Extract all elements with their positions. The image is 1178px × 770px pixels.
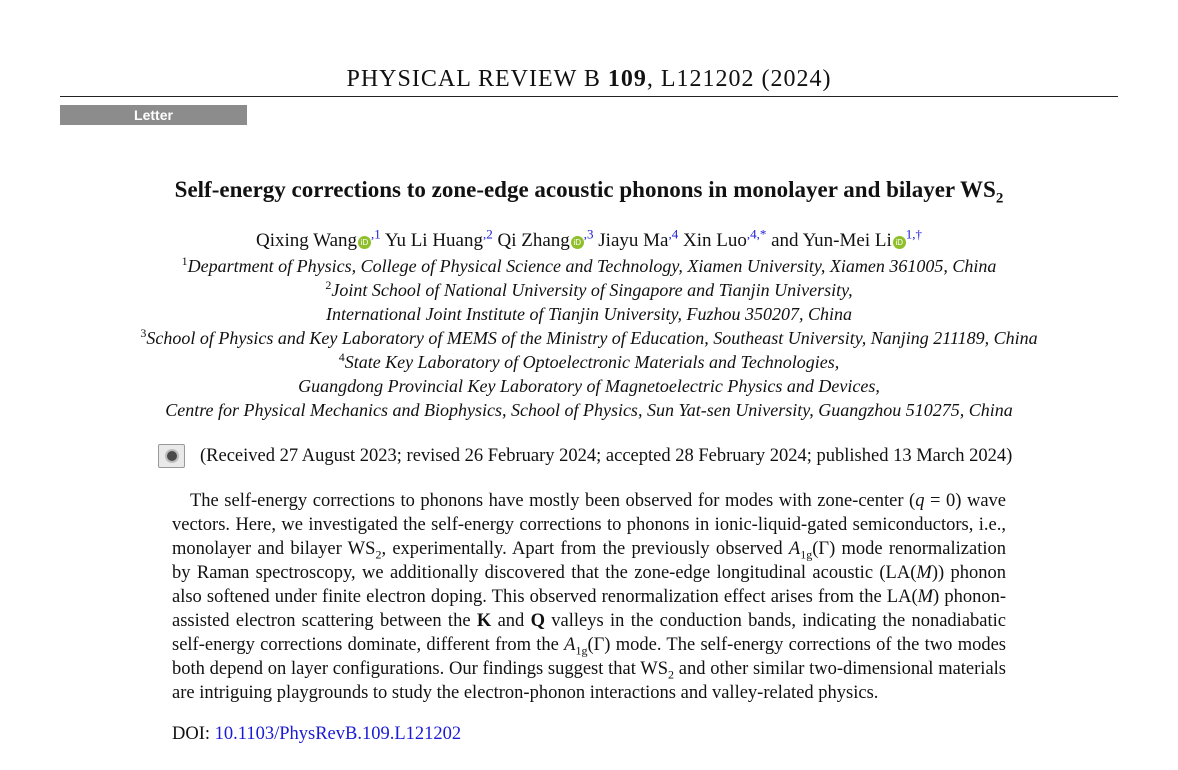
affiliation-item: [60, 278, 1118, 302]
abstract-paragraph: The self-energy corrections to phonons have mostly been observed for modes with zone-center (q = 0) wave vectors. Here, we investigated the self-energy corrections to phonons in ionic-liquid-gated semiconductors, i.e., monolayer and bilayer $WS_2$, experimentally. Apart from the previously observed $A_{1g}(\Gamma)$ mode renormalization by Raman spectroscopy, we additionally discovered that the zone-edge longitudinal acoustic (LA(M)) phonon also softened under finite electron doping. This observed renormalization effect arises from the LA(M) phonon-assisted electron scattering between the K and Q valleys in the conduction bands, indicating the nonadiabatic self-energy corrections dominate, different from the $A_{1g}(\Gamma)$ mode. The self-energy corrections of the two modes both depend on layer configurations. Our findings suggest that $WS_2$ and other similar two-dimensional materials are intriguing playgrounds to study the electron-phonon interactions and valley-related physics.: [172, 491, 1007, 703]
doi-line: [172, 722, 461, 746]
abstract: [172, 489, 1006, 705]
journal-header: PHYSICAL REVIEW B 109, L121202 (2024): [346, 66, 832, 92]
author-name[interactable]: Jiayu Ma: [598, 230, 669, 251]
author-name[interactable]: Yu Li Huang: [384, 230, 483, 251]
author-name[interactable]: Xin Luo: [682, 230, 747, 251]
affiliation-item: [60, 254, 1118, 278]
title-subscript: 2: [995, 190, 1004, 207]
journal-citation: L121202 (2024): [660, 66, 832, 92]
journal-volume: 109: [607, 66, 647, 92]
orcid-icon[interactable]: iD: [893, 236, 906, 249]
affiliation-line: Centre for Physical Mechanics and Biophysics, School of Physics, Sun Yat-sen University, Guangzhou 510275, China: [165, 400, 1013, 420]
author-list: Qixing Wang $iD^{,1}$ Yu Li Huang$^{,2}$ Qi Zhang $iD^{,3}$ Jiayu $Ma^{,4}$ Xin Luo$^{,4,*}$ and Yun-Mei Li $iD^{1,\dagger}$: [256, 226, 922, 251]
affiliation-line: Guangdong Provincial Key Laboratory of Magnetoelectric Physics and Devices,: [298, 376, 880, 396]
author-affiliation-ref[interactable]: 1: [374, 226, 381, 242]
orcid-icon[interactable]: iD: [571, 236, 584, 249]
publication-history: [158, 443, 1058, 471]
header-rule: [60, 96, 1118, 97]
affiliation-line: Department of Physics, College of Physical Science and Technology, Xiamen University, Xiamen 361005, China: [187, 256, 997, 276]
journal-name: PHYSICAL REVIEW B: [346, 66, 601, 92]
author-affiliation-ref[interactable]: 4: [671, 226, 679, 242]
article-type-badge: Letter: [60, 105, 247, 125]
history-icon[interactable]: [158, 444, 185, 468]
affiliation-item: [60, 350, 1118, 374]
doi-link[interactable]: 10.1103/PhysRevB.109.L121202: [214, 724, 462, 744]
author-conjunction: and: [771, 230, 799, 251]
title-text: Self-energy corrections to zone-edge acoustic phonons in monolayer and bilayer WS: [174, 177, 996, 202]
author-affiliation-ref[interactable]: 3: [587, 226, 594, 242]
affiliation-line: School of Physics and Key Laboratory of MEMS of the Ministry of Education, Southeast University, Nanjing 211189, China: [146, 328, 1038, 348]
author-affiliation-ref[interactable]: 4,*: [750, 226, 767, 242]
affiliation-number: 3: [140, 326, 147, 340]
doi-label: DOI:: [172, 724, 211, 744]
affiliation-line: State Key Laboratory of Optoelectronic Materials and Technologies,: [344, 352, 840, 372]
author-affiliation-ref[interactable]: 1,†: [905, 226, 922, 242]
author-name[interactable]: Qi Zhang: [497, 230, 570, 251]
affiliation-line: International Joint Institute of Tianjin University, Fuzhou 350207, China: [326, 304, 852, 324]
affiliation-list: [60, 254, 1118, 422]
history-icon-dot: [165, 449, 179, 463]
affiliation-number: 4: [338, 350, 345, 364]
author-affiliation-ref[interactable]: 2: [486, 226, 493, 242]
author-name[interactable]: Yun-Mei Li: [802, 230, 892, 251]
article-title: [60, 175, 1118, 205]
received-dates: (Received 27 August 2023; revised 26 February 2024; accepted 28 February 2024; published 13 March 2024): [200, 446, 1013, 466]
author-name[interactable]: Qixing Wang: [256, 230, 358, 251]
orcid-icon[interactable]: iD: [358, 236, 371, 249]
affiliation-number: 1: [181, 254, 188, 268]
affiliation-item: [60, 326, 1118, 350]
affiliation-line: Joint School of National University of Singapore and Tianjin University,: [331, 280, 853, 300]
affiliation-number: 2: [325, 278, 332, 292]
